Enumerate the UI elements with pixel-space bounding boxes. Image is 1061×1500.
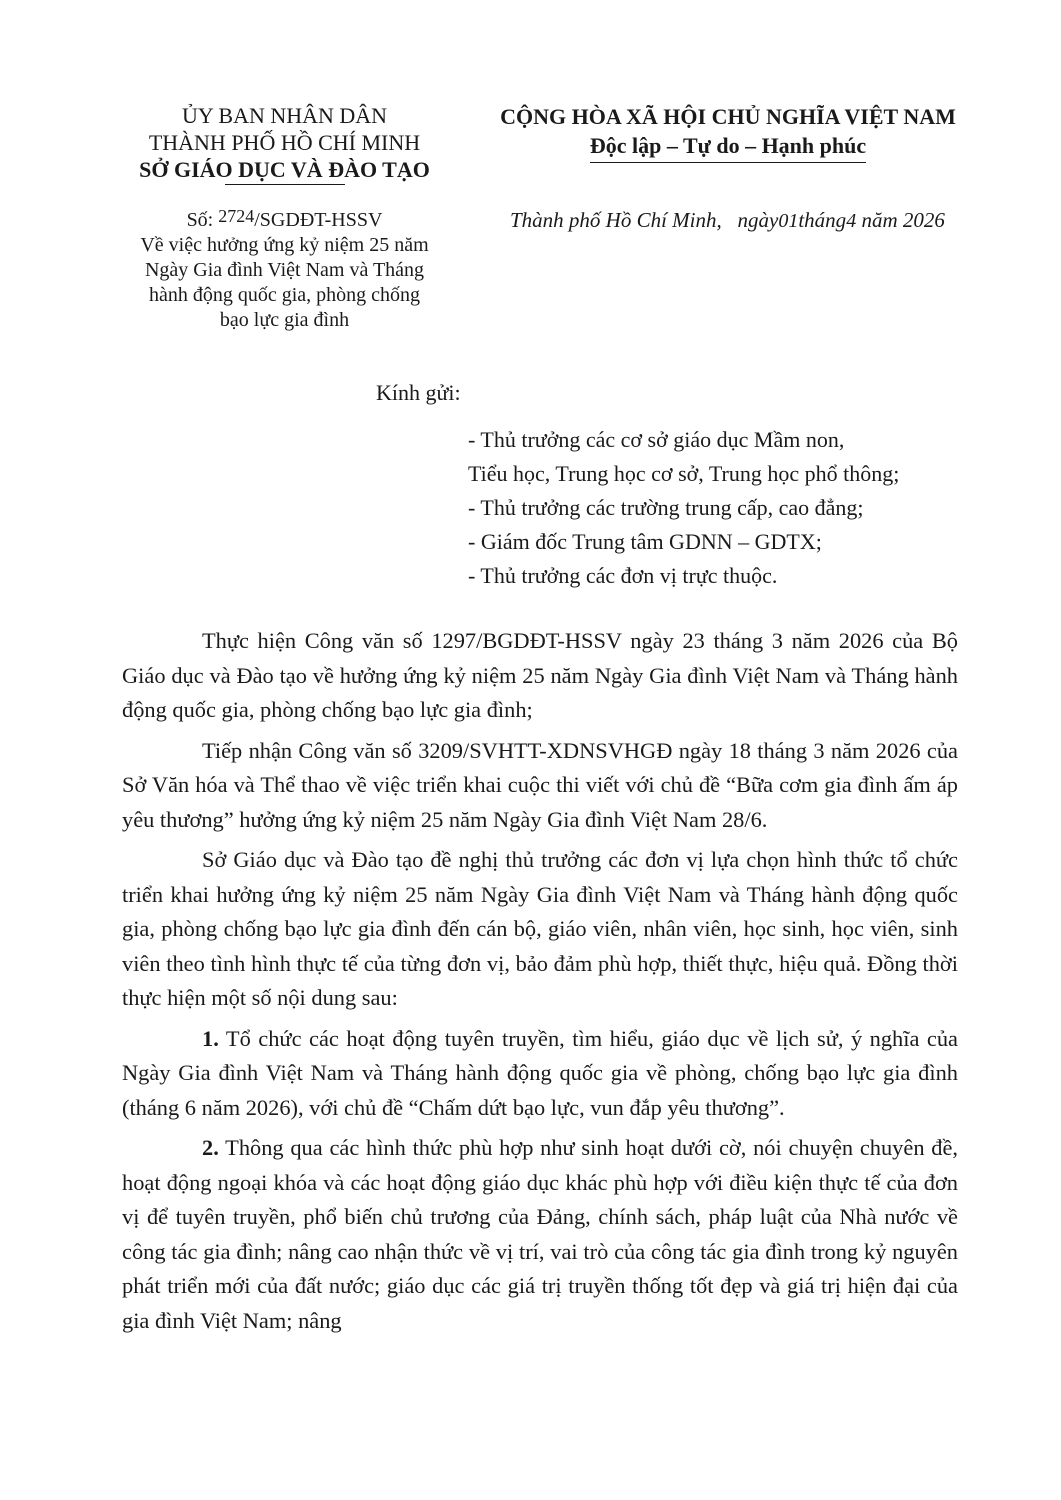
number-suffix: /SGDĐT-HSSV bbox=[254, 209, 383, 231]
date-day: 01 bbox=[778, 210, 799, 232]
subject-line: Về việc hưởng ứng kỷ niệm 25 năm bbox=[140, 234, 429, 256]
authority-line-1: ỦY BAN NHÂN DÂN bbox=[181, 103, 388, 128]
date-month: 4 bbox=[846, 210, 857, 232]
date-day-label: ngày bbox=[737, 208, 779, 232]
recipient-item: - Thủ trưởng các trường trung cấp, cao đẳng; bbox=[468, 495, 864, 520]
paragraph-4 bbox=[122, 1022, 958, 1126]
item-text: Tổ chức các hoạt động tuyên truyền, tìm hiểu, giáo dục về lịch sử, ý nghĩa của Ngày Gia đình Việt Nam và Tháng hành động quốc gia về phòng, chống bạo lực gia đình (tháng 6 năm 2026), với chủ đề “Chấm dứt bạo lực, vun đắp yêu thương”. bbox=[122, 1025, 958, 1120]
subject-line: Ngày Gia đình Việt Nam và Tháng bbox=[144, 259, 425, 281]
recipient-item: - Giám đốc Trung tâm GDNN – GDTX; bbox=[468, 529, 822, 554]
item-number: 1. bbox=[202, 1025, 219, 1051]
subject-line: hành động quốc gia, phòng chống bbox=[148, 284, 421, 306]
paragraph-5 bbox=[122, 1131, 958, 1338]
date-place: Thành phố Hồ Chí Minh, bbox=[510, 208, 722, 232]
document-number bbox=[112, 207, 457, 234]
department-name: SỞ GIÁO DỤC VÀ ĐÀO TẠO bbox=[139, 157, 430, 182]
number-prefix: Số: bbox=[186, 209, 214, 231]
recipient-item: - Thủ trưởng các đơn vị trực thuộc. bbox=[468, 563, 778, 588]
date-month-label: tháng bbox=[798, 208, 847, 232]
recipient-item: - Thủ trưởng các cơ sở giáo dục Mầm non, bbox=[468, 427, 845, 452]
country-name: CỘNG HÒA XÃ HỘI CHỦ NGHĨA VIỆT NAM bbox=[500, 104, 956, 129]
recipient-item: Tiểu học, Trung học cơ sở, Trung học phổ thông; bbox=[468, 461, 900, 486]
subject-line: bạo lực gia đình bbox=[219, 309, 350, 331]
salutation: Kính gửi: bbox=[376, 380, 461, 405]
department-underline bbox=[225, 184, 345, 185]
item-number: 2. bbox=[202, 1135, 219, 1160]
date-year: năm 2026 bbox=[861, 208, 945, 232]
recipient-list bbox=[468, 423, 988, 593]
number-value: 2724 bbox=[218, 206, 255, 226]
document-date bbox=[478, 207, 1050, 235]
national-header bbox=[478, 102, 978, 163]
document-body bbox=[122, 624, 958, 1344]
paragraph-3: Sở Giáo dục và Đào tạo đề nghị thủ trưởng các đơn vị lựa chọn hình thức tổ chức triển khai hưởng ứng kỷ niệm 25 năm Ngày Gia đình Việt Nam và Tháng hành động quốc gia, phòng chống bạo lực gia đình đến cán bộ, giáo viên, nhân viên, học sinh, học viên, sinh viên theo tình hình thực tế của từng đơn vị, bảo đảm phù hợp, thiết thực, hiệu quả. Đồng thời thực hiện một số nội dung sau: bbox=[122, 847, 958, 1010]
paragraph-1: Thực hiện Công văn số 1297/BGDĐT-HSSV ngày 23 tháng 3 năm 2026 của Bộ Giáo dục và Đào tạo về hưởng ứng kỷ niệm 25 năm Ngày Gia đình Việt Nam và Tháng hành động quốc gia, phòng chống bạo lực gia đình; bbox=[122, 628, 958, 722]
item-text: Thông qua các hình thức phù hợp như sinh hoạt dưới cờ, nói chuyện chuyên đề, hoạt động ngoại khóa và các hoạt động giáo dục khác phù hợp với điều kiện thực tế của đơn vị để tuyên truyền, phổ biến chủ trương của Đảng, chính sách, pháp luật của Nhà nước về công tác gia đình; nâng cao nhận thức về vị trí, vai trò của công tác gia đình trong kỷ nguyên phát triển mới của đất nước; giáo dục các giá trị truyền thống tốt đẹp và giá trị hiện đại của gia đình Việt Nam; nâng bbox=[122, 1135, 958, 1333]
document-subject bbox=[112, 233, 457, 333]
national-motto: Độc lập – Tự do – Hạnh phúc bbox=[590, 131, 866, 163]
issuing-authority bbox=[112, 102, 457, 185]
authority-line-2: THÀNH PHỐ HỒ CHÍ MINH bbox=[148, 130, 421, 155]
paragraph-2: Tiếp nhận Công văn số 3209/SVHTT-XDNSVHGĐ ngày 18 tháng 3 năm 2026 của Sở Văn hóa và Thể thao về việc triển khai cuộc thi viết với chủ đề “Bữa cơm gia đình ấm áp yêu thương” hưởng ứng kỷ niệm 25 năm Ngày Gia đình Việt Nam 28/6. bbox=[122, 737, 958, 832]
